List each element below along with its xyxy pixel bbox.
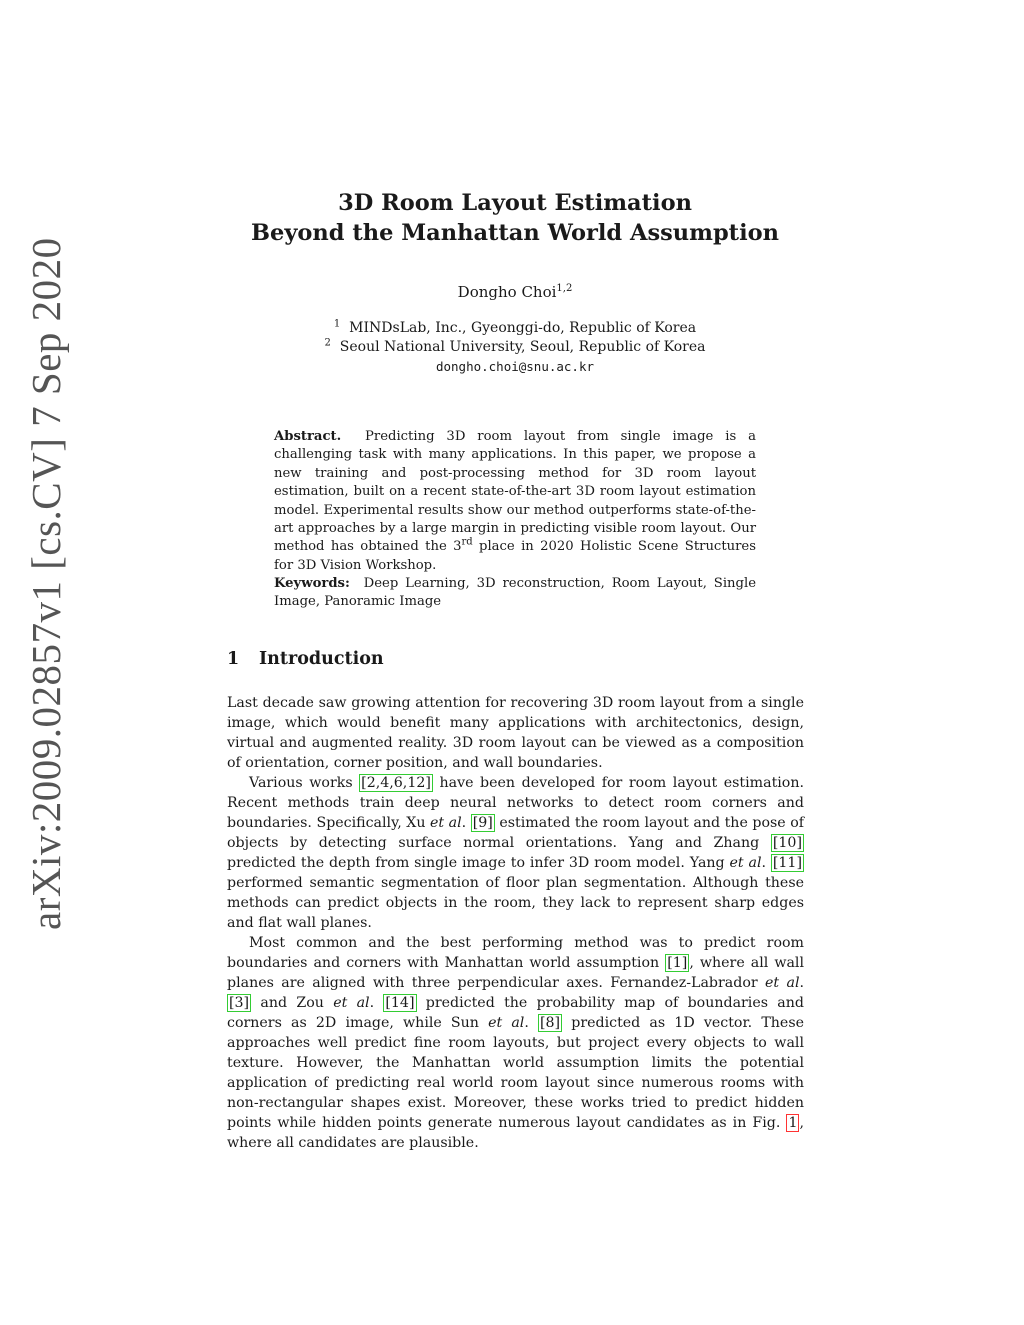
paper-title xyxy=(200,188,830,248)
paragraph-2 xyxy=(227,773,804,933)
text: Most common and the best performing method was to predict room boundaries and corners with Manhattan world assumption xyxy=(227,935,804,971)
abstract-label: Abstract. xyxy=(274,429,342,444)
et-al: et al xyxy=(765,975,800,991)
introduction-body xyxy=(227,693,804,1153)
author xyxy=(200,283,830,301)
text: predicted the probability map of boundaries and corners as 2D image, while Sun xyxy=(227,995,804,1031)
text: performed semantic segmentation of floor plan segmentation. Although these methods can predict objects in the room, they lack to represent sharp edges and flat wall planes. xyxy=(227,875,804,931)
affiliation-1 xyxy=(200,319,830,338)
et-al: et al xyxy=(488,1015,525,1031)
text: and Zou xyxy=(251,995,334,1011)
et-al: et al xyxy=(333,995,370,1011)
paragraph-3 xyxy=(227,933,804,1153)
citation-link[interactable]: [2,4,6,12] xyxy=(361,775,431,791)
text: . xyxy=(524,1015,538,1031)
figure-reference-link[interactable]: 1 xyxy=(788,1115,798,1131)
affiliation-2-mark: 2 xyxy=(324,337,331,349)
author-email[interactable]: dongho.choi@snu.ac.kr xyxy=(435,359,595,374)
citation-link[interactable]: [10] xyxy=(772,835,802,851)
text: predicted as 1D vector. These approaches well predict fine room layouts, but project every objects to wall texture. However, the Manhattan world assumption limits the potential application of predicting real world room layout since numerous rooms with non-rectangular shapes exist. Moreover, these works tried to predict hidden points while hidden points generate numerous layout candidates as in Fig. xyxy=(227,1015,805,1131)
affiliation-1-text: MINDsLab, Inc., Gyeonggi-do, Republic of Korea xyxy=(349,320,697,336)
citation-link[interactable]: [8] xyxy=(540,1015,561,1031)
title-line-1: 3D Room Layout Estimation xyxy=(338,190,692,216)
section-title: Introduction xyxy=(259,649,384,669)
author-affiliation-marks: 1,2 xyxy=(556,283,573,294)
abstract-text-a: Predicting 3D room layout from single image is a challenging task with many applications. In this paper, we propose a new training and post-processing method for 3D room layout estimation, built on a recent state-of-the-art 3D room layout estimation model. Experimental results show our method outperforms state-of-the-art approaches by a large margin in predicting visible room layout. Our method has obtained the 3 xyxy=(274,429,756,555)
citation-link[interactable]: [3] xyxy=(229,995,250,1011)
keywords-text: Deep Learning, 3D reconstruction, Room Layout, Single Image, Panoramic Image xyxy=(274,576,756,610)
et-al: et al xyxy=(430,815,462,831)
section-number: 1 xyxy=(227,649,240,669)
citation-link[interactable]: [11] xyxy=(772,855,802,871)
citation-link[interactable]: [1] xyxy=(667,955,688,971)
title-line-2: Beyond the Manhattan World Assumption xyxy=(251,220,779,246)
abstract xyxy=(274,428,756,575)
arxiv-identifier: arXiv:2009.02857v1 [cs.CV] 7 Sep 2020 xyxy=(23,237,69,930)
text: . xyxy=(761,855,771,871)
keywords-label: Keywords: xyxy=(274,576,350,591)
paragraph-1: Last decade saw growing attention for recovering 3D room layout from a single image, which would benefit many applications with architectonics, design, virtual and augmented reality. 3D room layout can be viewed as a composition of orientation, corner position, and wall boundaries. xyxy=(227,695,804,771)
text: , where all candidates are plausible. xyxy=(227,1115,804,1151)
et-al: et al xyxy=(729,855,762,871)
text: . xyxy=(369,995,384,1011)
citation-link[interactable]: [14] xyxy=(385,995,415,1011)
abstract-text-b: place in 2020 Holistic Scene Structures for 3D Vision Workshop. xyxy=(274,539,756,573)
text: predicted the depth from single image to infer 3D room model. Yang xyxy=(227,855,730,871)
text: have been developed for room layout estimation. Recent methods train deep neural networks to detect room corners and boundaries. Specifically, Xu xyxy=(227,775,804,831)
affiliation-2 xyxy=(200,338,830,357)
affiliation-1-mark: 1 xyxy=(333,318,341,330)
affiliation-2-text: Seoul National University, Seoul, Republic of Korea xyxy=(339,339,706,355)
text: . xyxy=(461,815,471,831)
text: . xyxy=(799,975,804,991)
text: , where all wall planes are aligned with three perpendicular axes. Fernandez-Labrador xyxy=(227,955,805,991)
keywords xyxy=(274,575,756,612)
text: estimated the room layout and the pose of objects by detecting surface normal orientations. Yang and Zhang xyxy=(227,815,804,851)
section-heading xyxy=(227,649,384,669)
citation-link[interactable]: [9] xyxy=(472,815,493,831)
text: Various works xyxy=(249,775,360,791)
author-name: Dongho Choi xyxy=(457,283,557,301)
abstract-superscript: rd xyxy=(461,537,473,549)
